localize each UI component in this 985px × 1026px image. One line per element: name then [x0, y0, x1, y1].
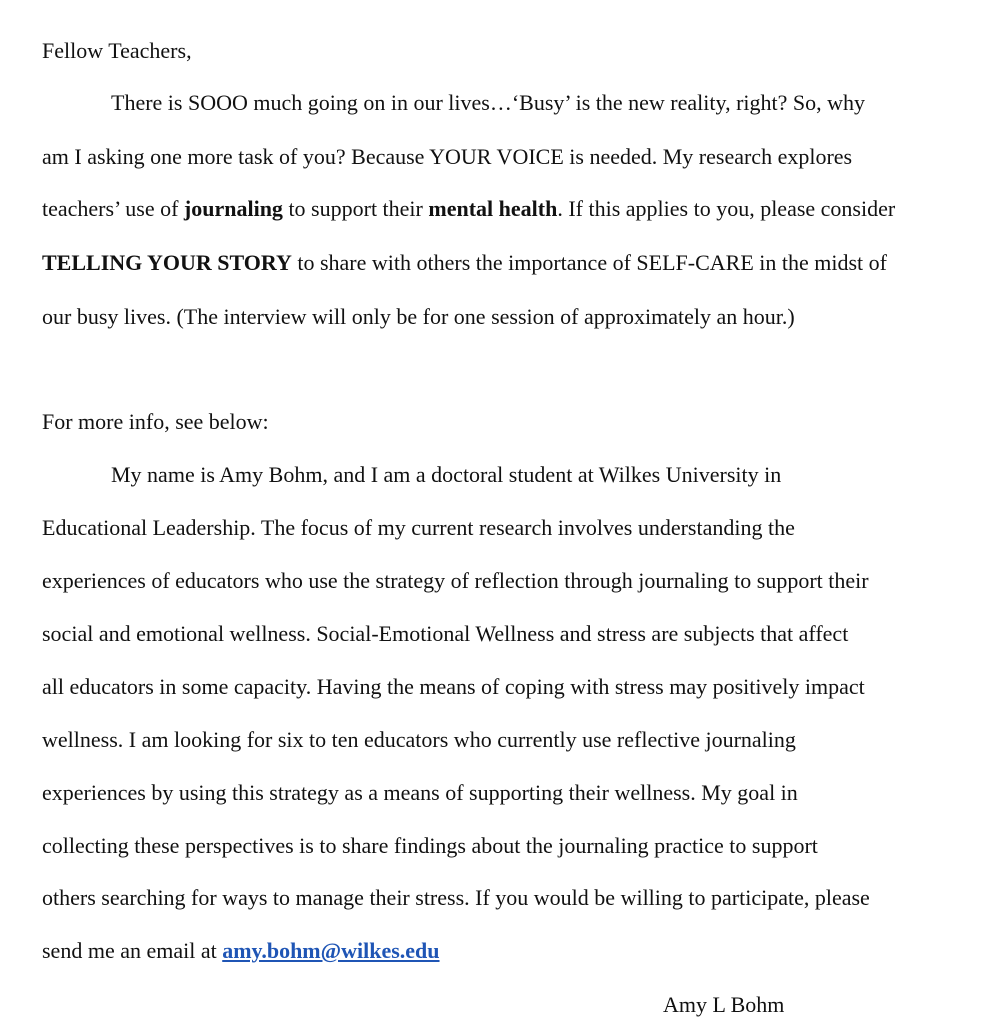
paragraph-1-line-1: There is SOOO much going on in our lives…‘Busy’ is the new reality, right? So, why — [111, 90, 866, 115]
more-info-heading: For more info, see below: — [42, 409, 269, 434]
paragraph-2-line-7: experiences by using this strategy as a means of supporting their wellness. My goal in — [42, 780, 798, 805]
salutation: Fellow Teachers, — [42, 38, 192, 63]
bold-text-mental-health: mental health — [428, 196, 558, 221]
paragraph-1-line-3 — [42, 196, 895, 222]
paragraph-2-line-5: all educators in some capacity. Having the means of coping with stress may positively impact — [42, 674, 865, 699]
paragraph-1-line-2: am I asking one more task of you? Because YOUR VOICE is needed. My research explores — [42, 144, 853, 169]
paragraph-2-line-1: My name is Amy Bohm, and I am a doctoral student at Wilkes University in — [111, 462, 782, 487]
paragraph-2-line-9: others searching for ways to manage their stress. If you would be willing to participate, please — [42, 885, 870, 910]
text-run: to share with others the importance of SELF-CARE in the midst of — [291, 250, 887, 275]
text-run: teachers’ use of — [42, 196, 184, 221]
paragraph-2-line-4: social and emotional wellness. Social-Emotional Wellness and stress are subjects that affect — [42, 621, 849, 646]
signature: Amy L Bohm — [663, 992, 785, 1017]
paragraph-1-line-5: our busy lives. (The interview will only be for one session of approximately an hour.) — [42, 304, 795, 329]
paragraph-2-line-10 — [42, 938, 440, 964]
paragraph-2-line-8: collecting these perspectives is to share findings about the journaling practice to support — [42, 833, 818, 858]
text-run: send me an email at — [42, 938, 223, 963]
paragraph-2-line-6: wellness. I am looking for six to ten educators who currently use reflective journaling — [42, 727, 796, 752]
text-run: to support their — [282, 196, 429, 221]
email-link[interactable]: amy.bohm@wilkes.edu — [222, 938, 440, 963]
bold-text-telling-your-story: TELLING YOUR STORY — [42, 250, 292, 275]
bold-text-journaling: journaling — [183, 196, 283, 221]
paragraph-1-line-4 — [42, 250, 887, 276]
text-run: . If this applies to you, please consider — [557, 196, 896, 221]
paragraph-2-line-3: experiences of educators who use the strategy of reflection through journaling to support their — [42, 568, 869, 593]
paragraph-2-line-2: Educational Leadership. The focus of my current research involves understanding the — [42, 515, 795, 540]
